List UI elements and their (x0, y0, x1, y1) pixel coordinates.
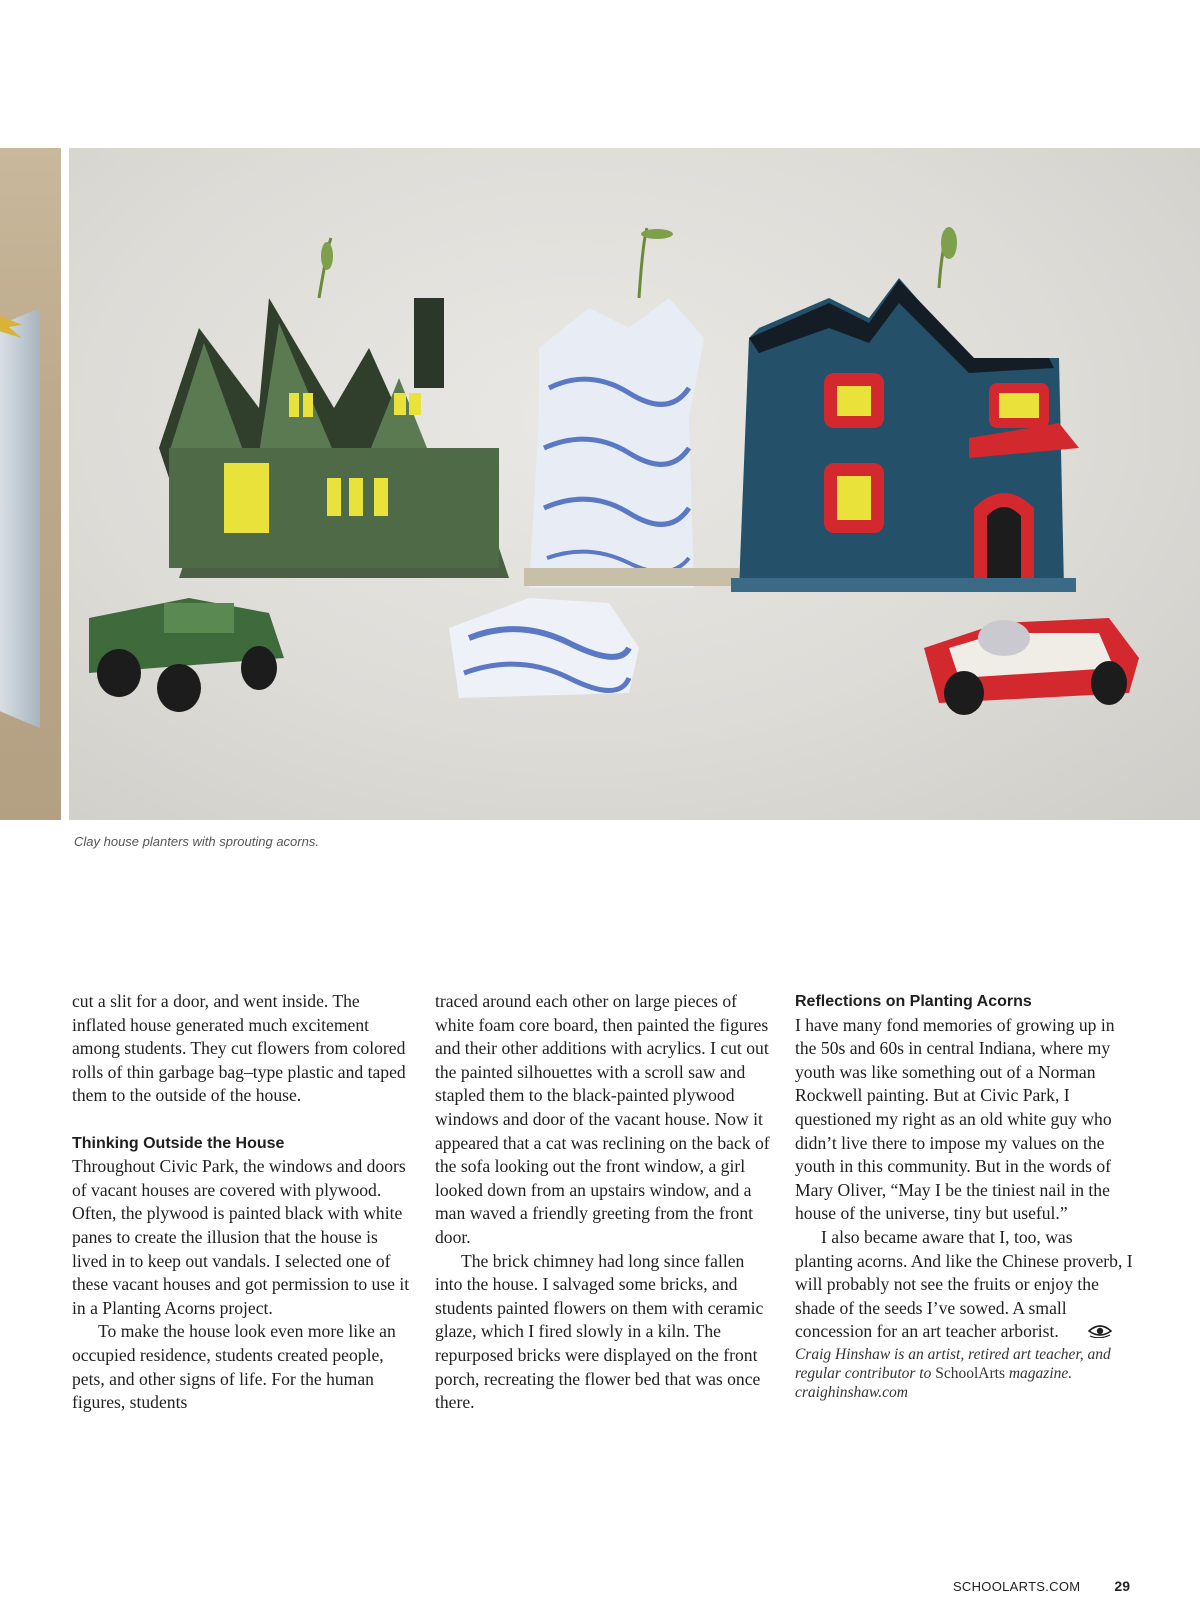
paragraph: cut a slit for a door, and went inside. The inflated house generated much excitement among students. They cut flowers from colored rolls of thin garbage bag–type plastic and taped them to the outside of the house. (72, 991, 406, 1106)
paragraph-text: I also became aware that I, too, was planting acorns. And like the Chinese proverb, I will probably not see the fruits or enjoy the shade of the seeds I’ve sowed. A small concession for an art teacher arborist. (795, 1226, 1133, 1342)
paragraph: Throughout Civic Park, the windows and doors of vacant houses are covered with plywood. Often, the plywood is painted black with white panes to create the illusion that the house is lived in to keep out vandals. I selected one of these vacant houses and got permission to use it in a Planting Acorns project. (72, 1156, 410, 1318)
bio-text: Craig Hinshaw is an artist, retired art teacher, and regular contributor to (795, 1346, 1111, 1383)
red-clay-car (924, 618, 1139, 715)
section-heading: Reflections on Planting Acorns (795, 993, 1032, 1010)
section-heading: Thinking Outside the House (72, 1134, 285, 1152)
blue-white-clay-car (449, 598, 639, 698)
clay-houses-illustration (69, 148, 1200, 820)
photo-caption: Clay house planters with sprouting acorns. (74, 834, 319, 849)
bio-text: magazine. (1008, 1365, 1073, 1383)
left-edge-photo (0, 148, 61, 820)
author-bio (795, 1345, 1133, 1402)
text-column-1 (72, 990, 410, 1415)
eye-icon (1062, 1321, 1112, 1345)
main-photo-clay-houses (69, 148, 1200, 820)
paragraph: To make the house look even more like an occupied residence, students created people, pets, and other signs of life. For the human figures, students (72, 1321, 396, 1413)
green-clay-car (89, 598, 284, 712)
teal-clay-house (731, 227, 1079, 592)
paragraph: I have many fond memories of growing up in the 50s and 60s in central Indiana, where my youth was like something out of a Norman Rockwell painting. But at Civic Park, I questioned my right as an old white guy who didn’t live there to impose my values on the youth in this community. But in the words of Mary Oliver, “May I be the tiniest nail in the house of the universe, tiny but useful.” (795, 1014, 1115, 1224)
text-column-2 (435, 990, 773, 1415)
footer-site: SCHOOLARTS.COM (952, 1579, 1081, 1594)
page-footer (900, 1578, 1130, 1594)
author-website: craighinshaw.com (795, 1384, 908, 1402)
magazine-name: SchoolArts (935, 1365, 1005, 1383)
blue-white-clay-house (524, 228, 739, 588)
paragraph: The brick chimney had long since fallen into the house. I salvaged some bricks, and students painted flowers on them with ceramic glaze, which I fired slowly in a kiln. The repurposed bricks were displayed on the front porch, recreating the flower bed that was once there. (435, 1250, 764, 1413)
page-number: 29 (1114, 1578, 1130, 1594)
paragraph (795, 1226, 1133, 1345)
paragraph: traced around each other on large pieces of white foam core board, then painted the figures and their other additions with acrylics. I cut out the painted silhouettes with a scroll saw and stapled them to the black-painted plywood windows and door of the vacant house. Now it appeared that a cat was reclining on the back of the sofa looking out the front window, a girl looked down from an upstairs window, and a man waved a friendly greeting from the front door. (435, 991, 770, 1247)
green-clay-house (159, 238, 509, 578)
framed-artwork-edge (0, 308, 40, 728)
text-column-3 (795, 990, 1133, 1402)
